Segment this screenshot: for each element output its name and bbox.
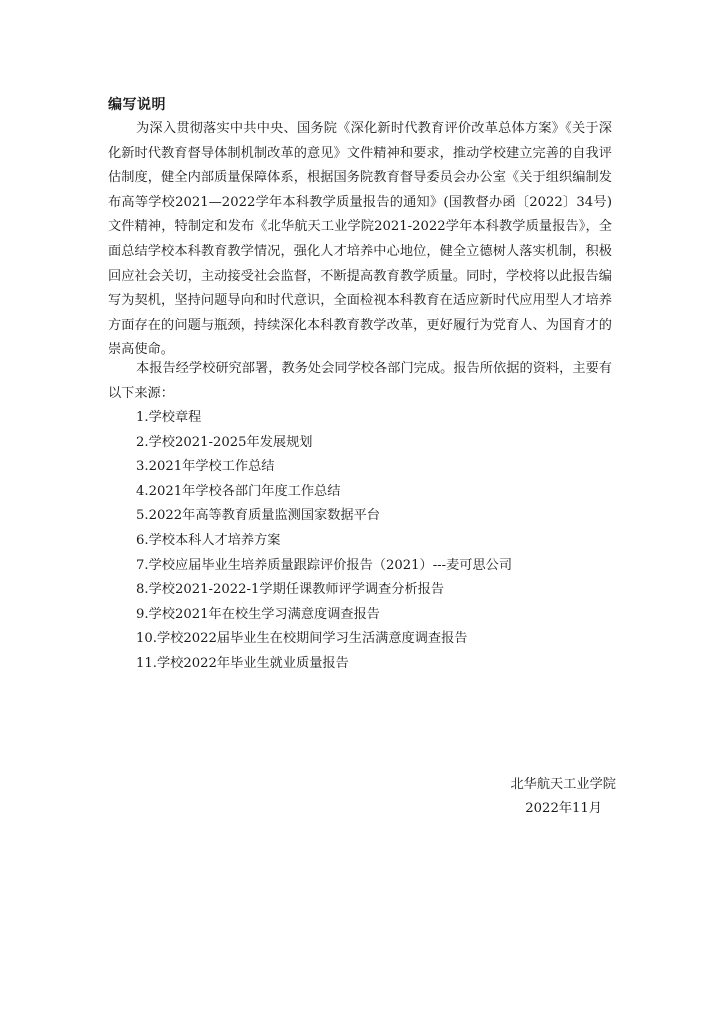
intro-paragraph: 为深入贯彻落实中共中央、国务院《深化新时代教育评价改革总体方案》《关于深化新时代教育督导体制机制改革的意见》文件精神和要求，推动学校建立完善的自我评估制度，健全内部质量保障体系，根据国务院教育督导委员会办公室《关于组织编制发布高等学校2021—2022学年本科教学质量报告的通知》(国教督办函〔2022〕34号)文件精神，特制定和发布《北华航天工业学院2021-2022学年本科教学质量报告》，全面总结学校本科教育教学情况，强化人才培养中心地位，健全立德树人落实机制，积极回应社会关切，主动接受社会监督，不断提高教育教学质量。同时，学校将以此报告编写为契机，坚持问题导向和时代意识，全面检视本科教育在适应新时代应用型人才培养方面存在的问题与瓶颈，持续深化本科教育教学改革，更好履行为党育人、为国育才的崇高使命。 <box>108 121 612 358</box>
list-item: 6.学校本科人才培养方案 <box>136 532 281 548</box>
source-list <box>136 406 512 677</box>
signature-block <box>511 773 617 821</box>
list-item: 10.学校2022届毕业生在校期间学习生活满意度调查报告 <box>136 631 468 647</box>
section-heading: 编写说明 <box>108 97 166 113</box>
signature-date: 2022年11月 <box>525 801 602 816</box>
list-item: 3.2021年学校工作总结 <box>136 459 275 475</box>
list-item: 2.学校2021-2025年发展规划 <box>136 434 313 450</box>
list-item: 4.2021年学校各部门年度工作总结 <box>136 483 341 499</box>
list-item: 9.学校2021年在校生学习满意度调查报告 <box>136 606 380 622</box>
list-item: 11.学校2022年毕业生就业质量报告 <box>136 655 349 671</box>
sources-intro-paragraph: 本报告经学校研究部署，教务处会同学校各部门完成。报告所依据的资料，主要有以下来源： <box>108 361 612 401</box>
list-item: 1.学校章程 <box>136 410 202 425</box>
list-item: 5.2022年高等教育质量监测国家数据平台 <box>136 508 380 524</box>
list-item: 7.学校应届毕业生培养质量跟踪评价报告（2021）---麦可思公司 <box>136 557 513 573</box>
list-item: 8.学校2021-2022-1学期任课教师评学调查分析报告 <box>136 582 445 598</box>
signature-organization: 北华航天工业学院 <box>510 777 616 792</box>
